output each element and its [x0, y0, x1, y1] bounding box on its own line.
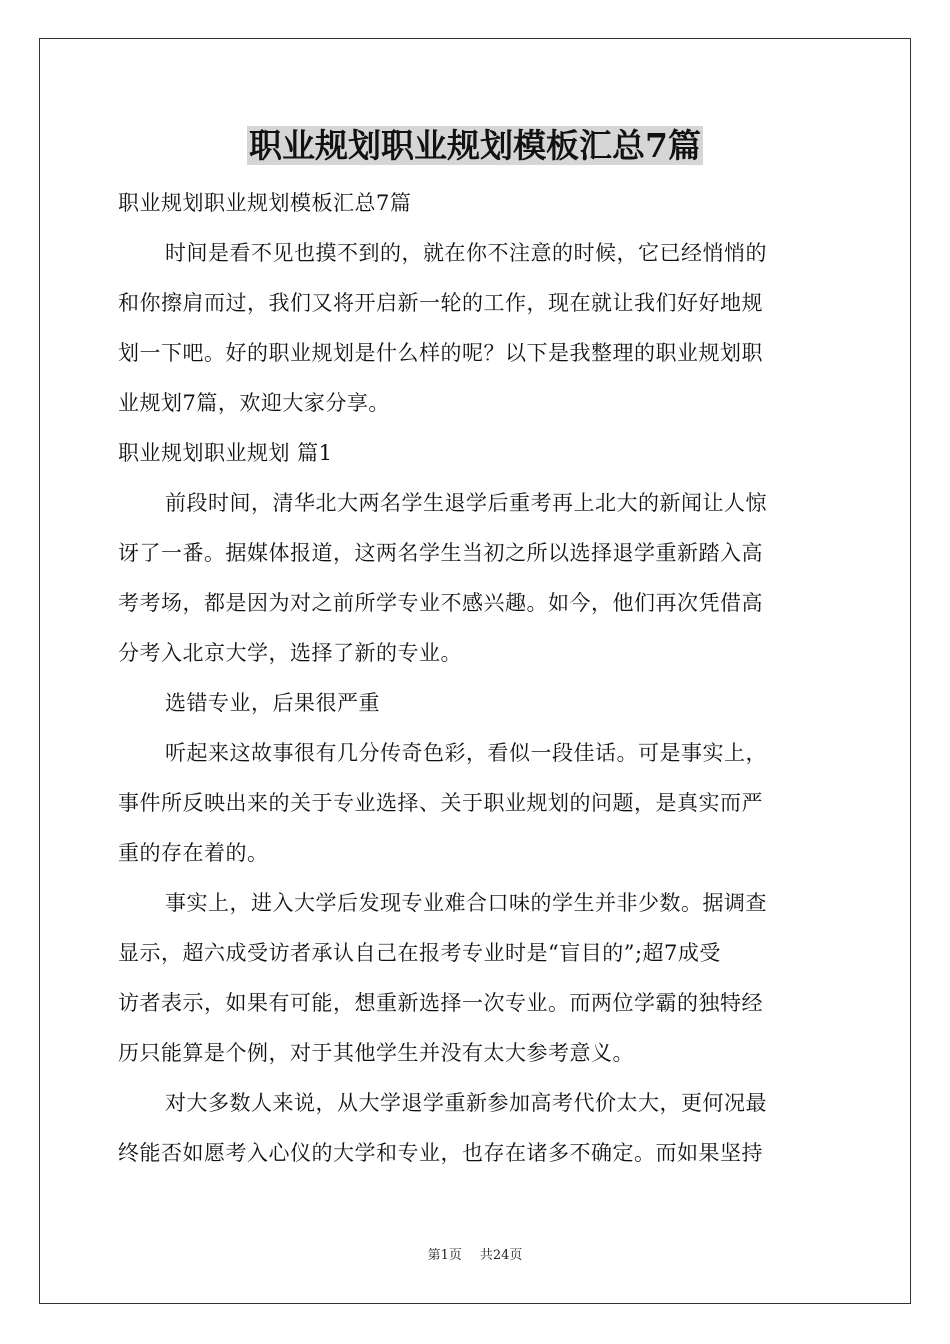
text-line: 分考入北京大学，选择了新的专业。 [118, 641, 462, 665]
text-line: 听起来这故事很有几分传奇色彩，看似一段佳话。可是事实上， [165, 741, 767, 765]
text-line: 职业规划职业规划 篇1 [118, 441, 333, 465]
text-line: 选错专业，后果很严重 [165, 691, 380, 715]
text-line: 业规划7篇，欢迎大家分享。 [118, 391, 390, 415]
text-line: 事实上，进入大学后发现专业难合口味的学生并非少数。据调查 [165, 891, 767, 915]
text-line: 考考场，都是因为对之前所学专业不感兴趣。如今，他们再次凭借高 [118, 591, 763, 615]
text-line: 历只能算是个例，对于其他学生并没有太大参考意义。 [118, 1041, 634, 1065]
text-line: 讶了一番。据媒体报道，这两名学生当初之所以选择退学重新踏入高 [118, 541, 763, 565]
page-footer [0, 1246, 950, 1266]
text-line: 事件所反映出来的关于专业选择、关于职业规划的问题，是真实而严 [118, 791, 763, 815]
text-line: 重的存在着的。 [118, 841, 269, 865]
text-line: 时间是看不见也摸不到的，就在你不注意的时候，它已经悄悄的 [165, 241, 767, 265]
text-line: 前段时间，清华北大两名学生退学后重考再上北大的新闻让人惊 [165, 491, 767, 515]
text-line: 职业规划职业规划模板汇总7篇 [118, 191, 412, 215]
document-title-text: 职业规划职业规划模板汇总7篇 [249, 126, 701, 165]
text-line: 访者表示，如果有可能，想重新选择一次专业。而两位学霸的独特经 [118, 991, 763, 1015]
text-line: 显示，超六成受访者承认自己在报考专业时是“盲目的”;超7成受 [118, 941, 721, 965]
document-title [0, 124, 950, 168]
text-line: 对大多数人来说，从大学退学重新参加高考代价太大，更何况最 [165, 1091, 767, 1115]
page-total: 共24页 [479, 1248, 523, 1263]
document-body [118, 178, 834, 1178]
text-line: 和你擦肩而过，我们又将开启新一轮的工作，现在就让我们好好地规 [118, 291, 763, 315]
page-number: 第1页 [427, 1248, 462, 1263]
text-line: 终能否如愿考入心仪的大学和专业，也存在诸多不确定。而如果坚持 [118, 1141, 763, 1165]
text-line: 划一下吧。好的职业规划是什么样的呢？以下是我整理的职业规划职 [118, 341, 763, 365]
